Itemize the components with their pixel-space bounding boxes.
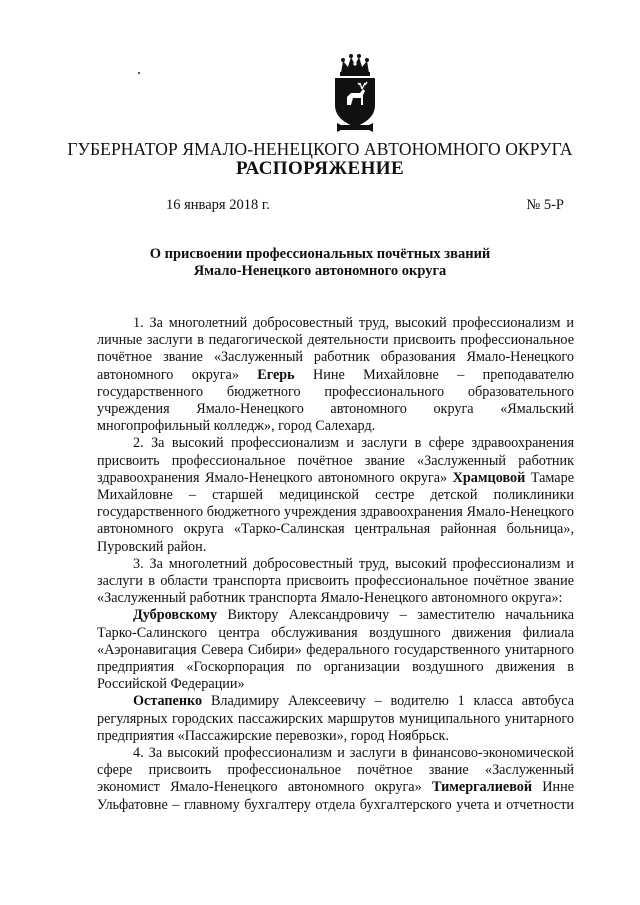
- document-body: [97, 315, 574, 814]
- document-number: № 5-Р: [526, 197, 564, 213]
- paragraph-3-awardee-1-details: Виктору Александровичу – заместителю начальника Тарко-Салинского центра обслуживания воздушного движения филиала «Аэронавигация Севера Сибири» федерального государственного унитарного предприятия «Госкорпорация по организации воздушного движения в Российской Федерации»: [97, 607, 574, 693]
- yamal-coat-of-arms-icon: [327, 53, 383, 133]
- paragraph-1: [97, 315, 574, 435]
- awardee-surname: Дубровскому: [133, 607, 218, 624]
- paragraph-4-text: 4. За высокий профессионализм и заслуги в финансово-экономической сфере присвоить профессиональное почётное звание «Заслуженный экономист Ямало-Ненецкого автономного округа»: [97, 745, 574, 796]
- paragraph-3-awardee-2: [97, 693, 574, 745]
- scan-speck: [138, 72, 140, 74]
- paragraph-4-details: Инне Ульфатовне – главному бухгалтеру отдела бухгалтерского учета и отчетности: [97, 779, 575, 813]
- subject-line-2: Ямало-Ненецкого автономного округа: [193, 263, 447, 279]
- paragraph-1-details: Нине Михайловне – преподавателю государственного бюджетного профессионального образовательного учреждения Ямало-Ненецкого автономного округа «Ямальский многопрофильный колледж», город Салехард.: [97, 366, 575, 435]
- awardee-surname: Егерь: [257, 366, 295, 383]
- document-subject: [0, 246, 640, 280]
- paragraph-2-text: 2. За высокий профессионализм и заслуги в сфере здравоохранения присвоить профессиональное почётное звание «Заслуженный работник здравоохранения Ямало-Ненецкого автономного округа»: [97, 435, 574, 486]
- paragraph-4: [97, 745, 574, 814]
- paragraph-1-text: 1. За многолетний добросовестный труд, высокий профессионализм и личные заслуги в педагогической деятельности присвоить профессиональное почётное звание «Заслуженный работник образования Ямало-Ненецкого автономного округа»: [97, 315, 574, 383]
- paragraph-3: [97, 556, 574, 608]
- awardee-surname: Тимергалиевой: [431, 779, 533, 796]
- paragraph-3-awardee-2-details: Владимиру Алексеевичу – водителю 1 класса автобуса регулярных городских пассажирских маршрутов муниципального унитарного предприятия «Пассажирские перевозки», город Ноябрьск.: [97, 693, 575, 744]
- paragraph-3-awardee-1: [97, 607, 574, 693]
- awardee-surname: Храмцовой: [452, 469, 526, 486]
- paragraph-2: [97, 435, 574, 555]
- paragraph-2-details: Тамаре Михайловне – старшей медицинской сестре детской поликлиники государственного бюджетного учреждения здравоохранения Ямало-Ненецкого автономного округа «Тарко-Салинская центральная районная больница», Пуровский район.: [97, 469, 574, 555]
- document-type: РАСПОРЯЖЕНИЕ: [235, 158, 405, 179]
- paragraph-3-text: 3. За многолетний добросовестный труд, высокий профессионализм и заслуги в области транспорта присвоить профессиональное почётное звание «Заслуженный работник транспорта Ямало-Ненецкого автономного округа»:: [97, 555, 574, 607]
- awardee-surname: Остапенко: [133, 693, 203, 710]
- document-date: 16 января 2018 г.: [166, 197, 270, 213]
- governor-title: ГУБЕРНАТОР ЯМАЛО-НЕНЕЦКОГО АВТОНОМНОГО ОКРУГА: [67, 139, 573, 159]
- subject-line-1: О присвоении профессиональных почётных званий: [149, 246, 491, 262]
